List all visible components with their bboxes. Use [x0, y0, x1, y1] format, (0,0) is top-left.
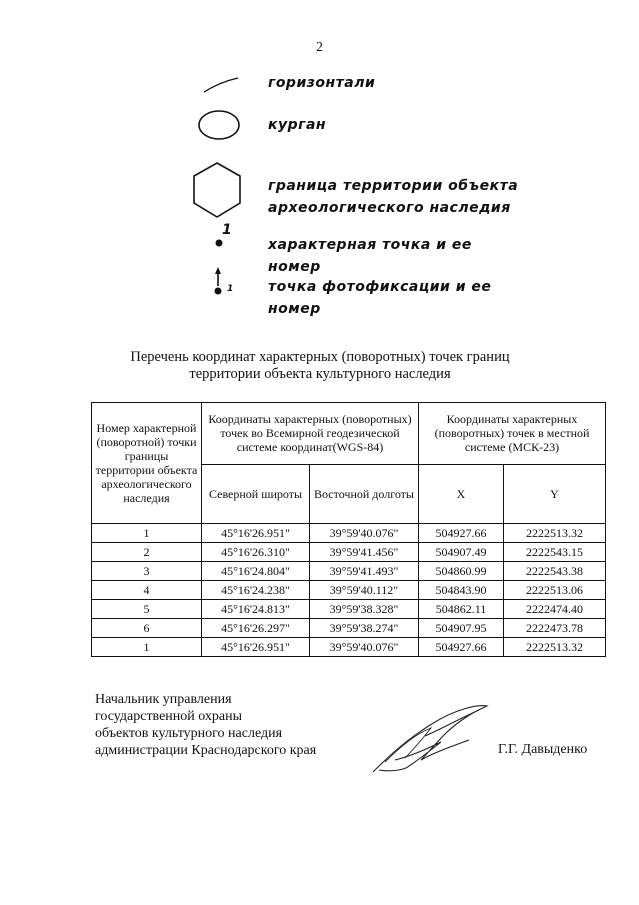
- legend-label-photo-point: точка фотофиксации и ее номер: [268, 279, 492, 317]
- cell-x: 504843.90: [419, 581, 504, 600]
- subheader-x: X: [419, 464, 504, 524]
- photo-point-label: 1: [227, 284, 234, 294]
- cell-y: 2222513.06: [504, 581, 606, 600]
- cell-longitude: 39°59'38.274": [310, 619, 419, 638]
- cell-longitude: 39°59'40.112": [310, 581, 419, 600]
- cell-latitude: 45°16'24.813": [202, 600, 310, 619]
- legend-label-kurgan: курган: [268, 117, 327, 133]
- cell-x: 504927.66: [419, 638, 504, 657]
- characteristic-point-icon: [212, 236, 226, 250]
- cell-x: 504862.11: [419, 600, 504, 619]
- table-row: [92, 619, 606, 638]
- cell-y: 2222543.38: [504, 562, 606, 581]
- cell-point-number: 5: [92, 600, 202, 619]
- cell-latitude: 45°16'26.310": [202, 543, 310, 562]
- signer-name: Г.Г. Давыденко: [498, 742, 588, 757]
- cell-point-number: 2: [92, 543, 202, 562]
- cell-y: 2222513.32: [504, 638, 606, 657]
- cell-point-number: 4: [92, 581, 202, 600]
- subheader-y: Y: [504, 464, 606, 524]
- legend-label-contour: горизонтали: [268, 75, 376, 91]
- cell-longitude: 39°59'41.493": [310, 562, 419, 581]
- table-row: [92, 543, 606, 562]
- characteristic-point-label: 1: [222, 222, 232, 238]
- header-point-number: Номер характерной (поворотной) точки границы территории объекта археологического наследия: [92, 403, 202, 524]
- cell-latitude: 45°16'26.951": [202, 524, 310, 543]
- cell-longitude: 39°59'40.076": [310, 638, 419, 657]
- contour-line-icon: [202, 72, 242, 96]
- table-title: Перечень координат характерных (поворотных) точек границ территории объекта культурного наследия: [130, 349, 510, 382]
- signer-position-line: государственной охраны: [95, 709, 243, 724]
- cell-latitude: 45°16'26.951": [202, 638, 310, 657]
- signer-position-line: администрации Краснодарского края: [95, 743, 317, 758]
- cell-x: 504907.49: [419, 543, 504, 562]
- cell-y: 2222513.32: [504, 524, 606, 543]
- table-row: [92, 638, 606, 657]
- cell-point-number: 3: [92, 562, 202, 581]
- table-row: [92, 524, 606, 543]
- cell-longitude: 39°59'40.076": [310, 524, 419, 543]
- coordinates-table: [91, 402, 606, 657]
- cell-longitude: 39°59'38.328": [310, 600, 419, 619]
- page-number: 2: [316, 40, 323, 55]
- cell-y: 2222473.78: [504, 619, 606, 638]
- subheader-longitude: Восточной долготы: [310, 464, 419, 524]
- table-row: [92, 562, 606, 581]
- legend-label-boundary: граница территории объекта археологического наследия: [268, 178, 519, 216]
- header-wgs84: Координаты характерных (поворотных) точек во Всемирной геодезической системе координат(WGS-84): [202, 403, 419, 465]
- cell-y: 2222474.40: [504, 600, 606, 619]
- cell-x: 504927.66: [419, 524, 504, 543]
- table-row: [92, 581, 606, 600]
- signer-position-line: Начальник управления: [95, 692, 232, 707]
- table-row: [92, 600, 606, 619]
- cell-latitude: 45°16'24.804": [202, 562, 310, 581]
- cell-longitude: 39°59'41.456": [310, 543, 419, 562]
- ellipse-kurgan-icon: [195, 108, 243, 142]
- cell-point-number: 1: [92, 638, 202, 657]
- hexagon-boundary-icon: [190, 160, 244, 220]
- cell-x: 504907.95: [419, 619, 504, 638]
- signer-position-line: объектов культурного наследия: [95, 726, 283, 741]
- handwritten-signature: [365, 700, 495, 780]
- header-msk23: Координаты характерных (поворотных) точек в местной системе (МСК-23): [419, 403, 606, 465]
- cell-latitude: 45°16'24.238": [202, 581, 310, 600]
- cell-point-number: 6: [92, 619, 202, 638]
- cell-point-number: 1: [92, 524, 202, 543]
- cell-latitude: 45°16'26.297": [202, 619, 310, 638]
- photo-point-icon: [210, 266, 226, 298]
- cell-x: 504860.99: [419, 562, 504, 581]
- signature-block: [95, 691, 316, 759]
- legend-label-characteristic-point: характерная точка и ее номер: [268, 237, 472, 275]
- subheader-latitude: Северной широты: [202, 464, 310, 524]
- cell-y: 2222543.15: [504, 543, 606, 562]
